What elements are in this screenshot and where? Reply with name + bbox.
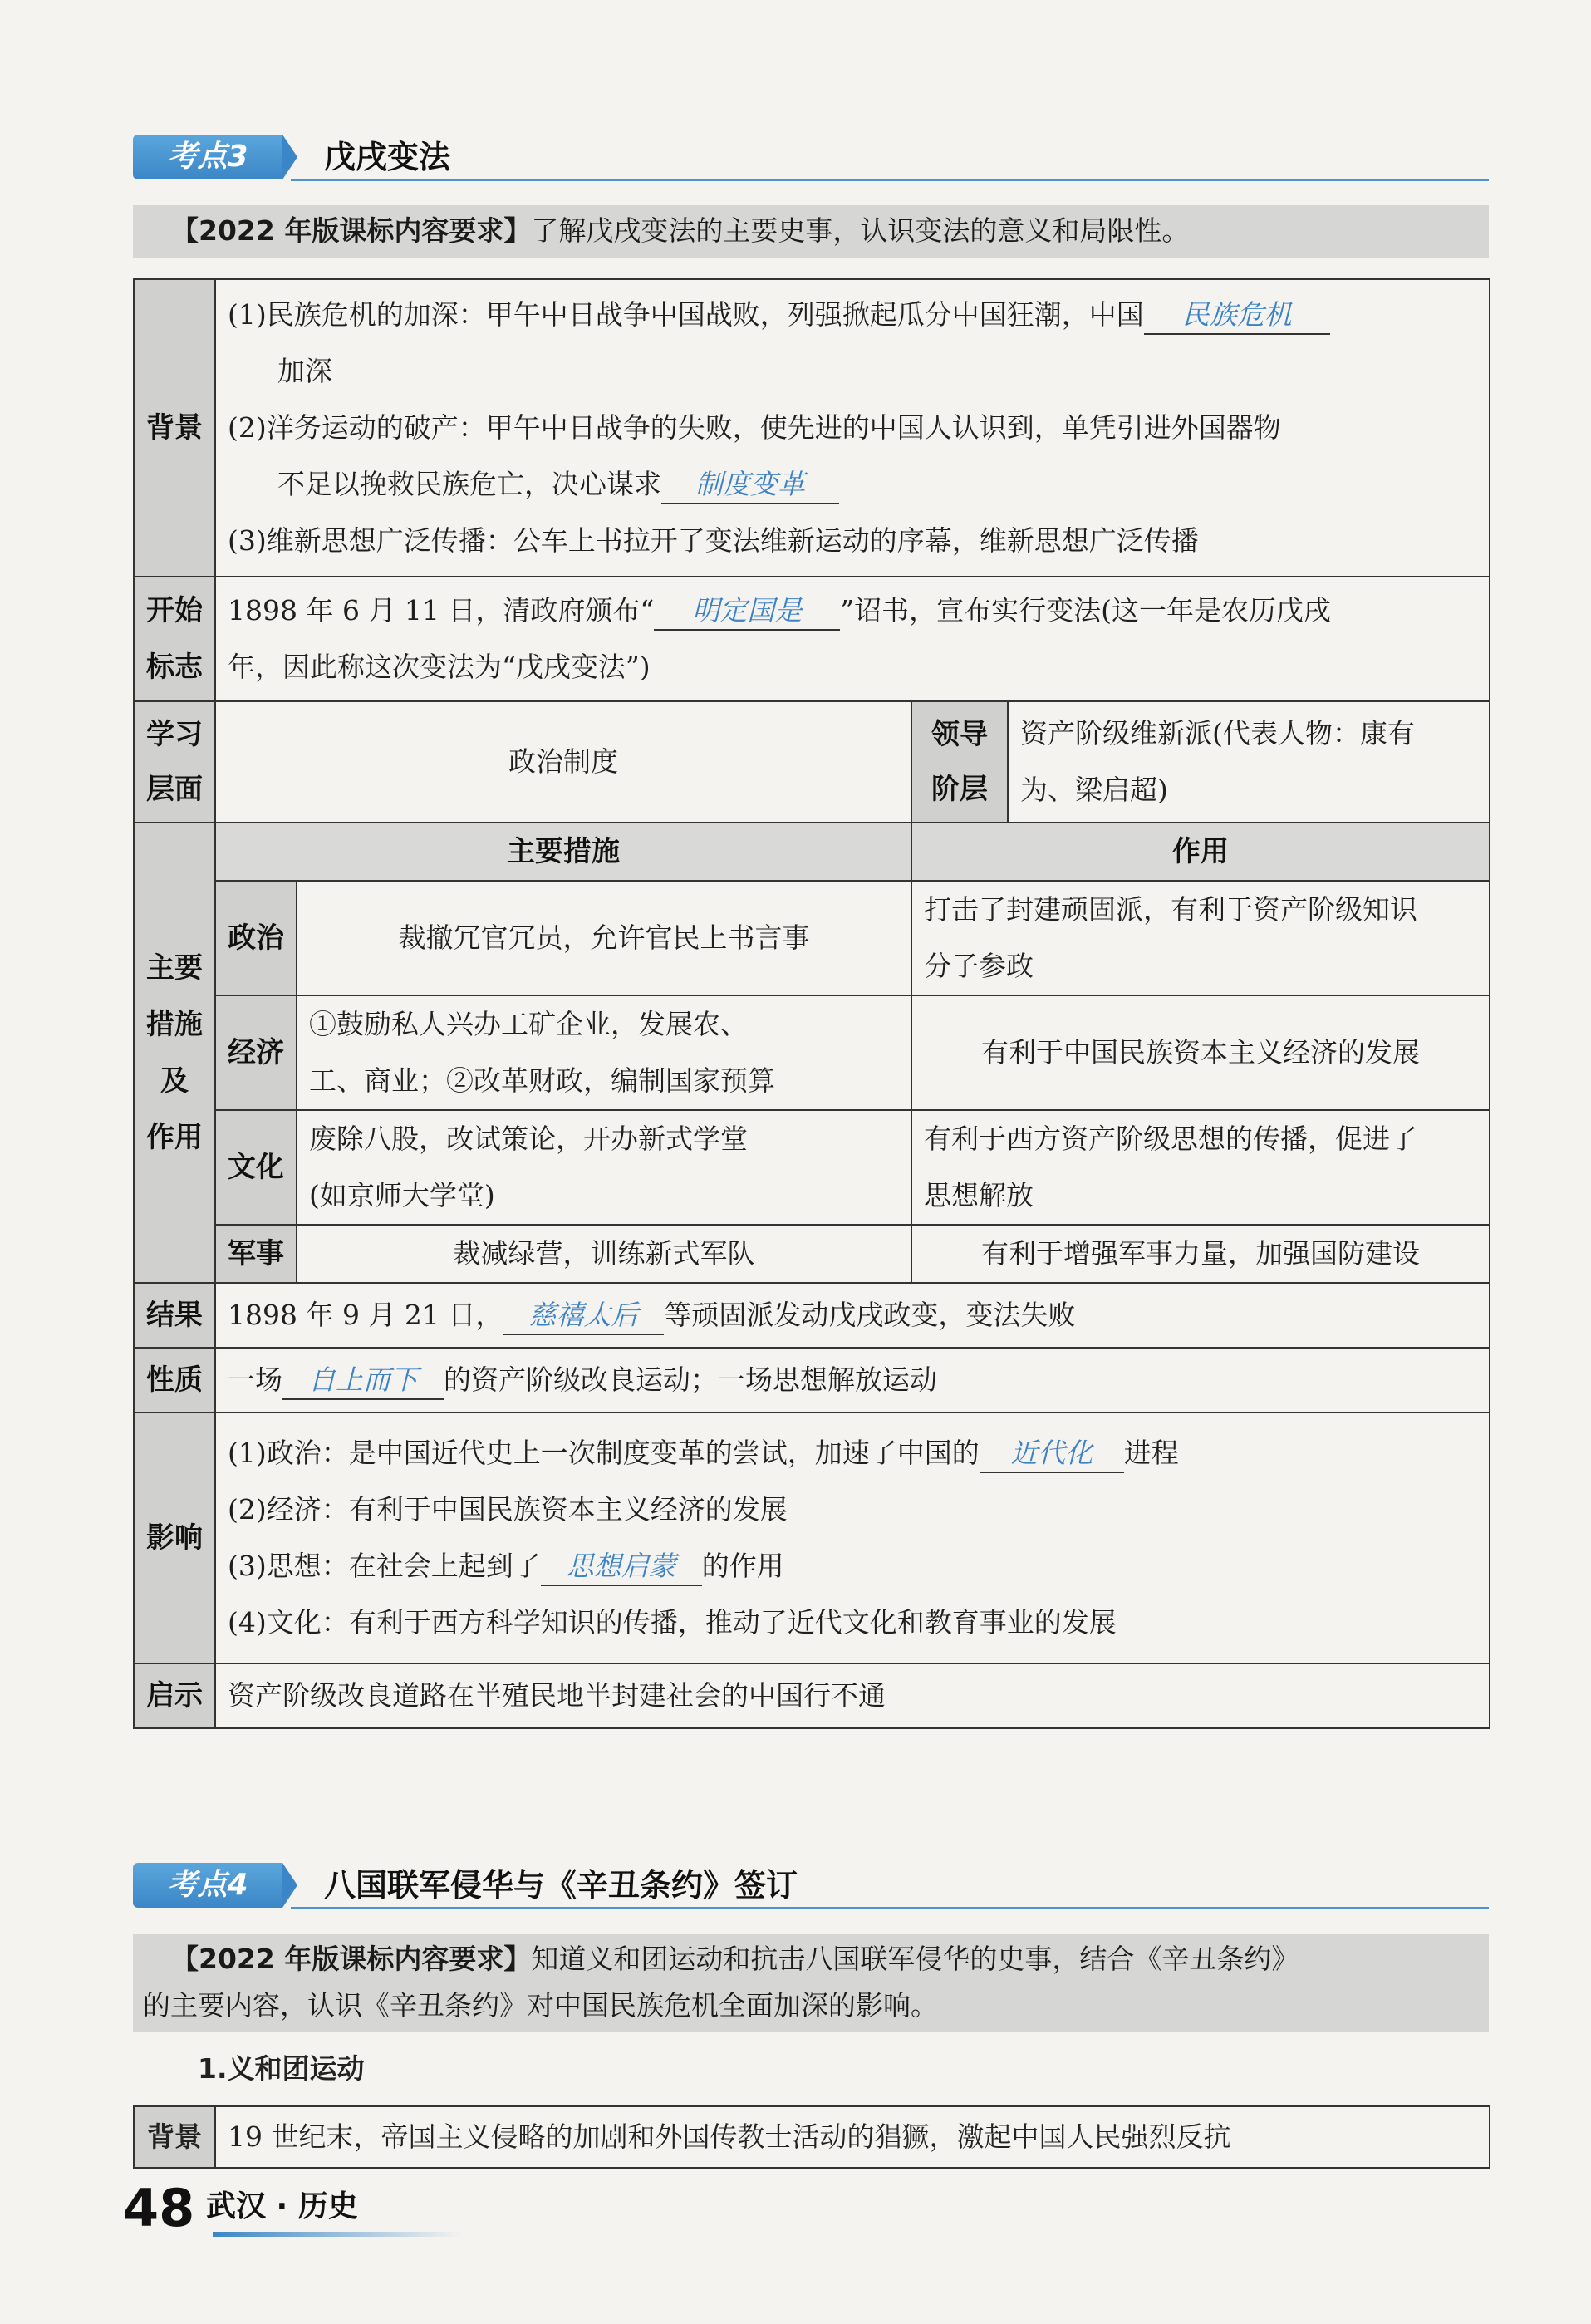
section-3-header xyxy=(133,131,1489,183)
label-lesson: 启示 xyxy=(134,1663,215,1728)
measure-culture-a: 废除八股，改试策论，开办新式学堂 xyxy=(309,1123,748,1155)
measure-culture-b: (如京师大学堂) xyxy=(309,1179,495,1211)
section-3-requirement xyxy=(133,205,1489,258)
effect-politics-b: 分子参政 xyxy=(924,950,1034,982)
leadership-value xyxy=(1008,701,1490,823)
result-content xyxy=(215,1283,1490,1348)
subsection-boxer-movement: 1.义和团运动 xyxy=(198,2052,365,2085)
label-start-2: 标志 xyxy=(146,651,203,684)
start-text-b: ”诏书，宣布实行变法(这一年是农历戊戌 xyxy=(840,594,1332,626)
row-impact xyxy=(134,1413,1490,1663)
label-lead-2: 阶层 xyxy=(931,773,988,806)
section-4-badge: 考点4 xyxy=(133,1863,282,1908)
effect-military: 有利于增强军事力量，加强国防建设 xyxy=(911,1225,1490,1283)
area-culture: 文化 xyxy=(215,1110,297,1225)
area-economy: 经济 xyxy=(215,995,297,1110)
reform-table xyxy=(133,278,1489,1729)
background-item-2-cont: 不足以挽救民族危亡，决心谋求 xyxy=(277,468,661,500)
row-level xyxy=(134,701,1490,823)
label-background: 背景 xyxy=(134,279,215,577)
answer-national-crisis: 民族危机 xyxy=(1144,297,1330,335)
row-measures-header xyxy=(134,823,1490,881)
effect-culture xyxy=(911,1110,1490,1225)
section-4-requirement xyxy=(133,1934,1489,2032)
nature-content xyxy=(215,1348,1490,1413)
answer-system-reform: 制度变革 xyxy=(661,466,839,504)
row-nature xyxy=(134,1348,1490,1413)
row-start xyxy=(134,577,1490,701)
level-value: 政治制度 xyxy=(215,701,911,823)
measure-economy-a: ①鼓励私人兴办工矿企业，发展农、 xyxy=(309,1008,748,1040)
effect-politics-a: 打击了封建顽固派，有利于资产阶级知识 xyxy=(924,893,1417,926)
section-4-header xyxy=(133,1860,1489,1911)
boxer-background-text: 19 世纪末，帝国主义侵略的加剧和外国传教士活动的猖獗，激起中国人民强烈反抗 xyxy=(215,2106,1490,2168)
label-measures-2: 措施 xyxy=(146,1008,203,1041)
impact-item-3: (3)思想：在社会上起到了 xyxy=(228,1550,541,1582)
impact-item-4: (4)文化：有利于西方科学知识的传播，推动了近代文化和教育事业的发展 xyxy=(228,1606,1117,1639)
label-level-1: 学习 xyxy=(146,718,203,751)
impact-content xyxy=(215,1413,1490,1663)
boxer-row-background xyxy=(134,2106,1490,2168)
col-effect: 作用 xyxy=(911,823,1490,881)
effect-culture-a: 有利于西方资产阶级思想的传播，促进了 xyxy=(924,1123,1417,1155)
effect-politics xyxy=(911,881,1490,995)
start-text-c: 年，因此称这次变法为“戊戌变法”) xyxy=(228,651,651,683)
label-measures-1: 主要 xyxy=(146,951,203,985)
label-nature: 性质 xyxy=(134,1348,215,1413)
answer-enlightenment: 思想启蒙 xyxy=(541,1548,702,1586)
label-level-2: 层面 xyxy=(146,773,203,806)
effect-economy: 有利于中国民族资本主义经济的发展 xyxy=(911,995,1490,1110)
footer-label: 武汉 · 历史 xyxy=(206,2189,358,2223)
effect-culture-b: 思想解放 xyxy=(924,1179,1034,1211)
footer-bar xyxy=(213,2232,462,2237)
col-main-measures: 主要措施 xyxy=(215,823,911,881)
row-background xyxy=(134,279,1490,577)
background-item-1-cont: 加深 xyxy=(277,355,332,387)
requirement-4-text-a: 知道义和团运动和抗击八国联军侵华的史事，结合《辛丑条约》 xyxy=(531,1943,1299,1975)
section-3-title: 戊戌变法 xyxy=(324,139,451,175)
measure-row-economy xyxy=(134,995,1490,1110)
measure-politics: 裁撤冗官冗员，允许官民上书言事 xyxy=(297,881,911,995)
answer-top-down: 自上而下 xyxy=(282,1362,444,1400)
requirement-text: 了解戊戌变法的主要史事，认识变法的意义和局限性。 xyxy=(531,214,1190,247)
section-4-rule xyxy=(291,1907,1489,1909)
requirement-label: 【2022 年版课标内容要求】 xyxy=(171,214,532,247)
label-level xyxy=(134,701,215,823)
page-number: 48 xyxy=(123,2178,195,2238)
impact-item-3-end: 的作用 xyxy=(701,1550,784,1582)
measure-economy xyxy=(297,995,911,1110)
measure-row-culture xyxy=(134,1110,1490,1225)
start-text-a: 1898 年 6 月 11 日，清政府颁布“ xyxy=(228,594,655,626)
leadership-a: 资产阶级维新派(代表人物：康有 xyxy=(1020,717,1415,749)
nature-text-b: 的资产阶级改良运动；一场思想解放运动 xyxy=(444,1363,937,1396)
measure-economy-b: 工、商业；②改革财政，编制国家预算 xyxy=(309,1064,775,1097)
result-text-a: 1898 年 9 月 21 日， xyxy=(228,1299,503,1331)
measure-row-politics xyxy=(134,881,1490,995)
boxer-table xyxy=(133,2105,1489,2169)
label-measures xyxy=(134,823,215,1283)
label-start-1: 开始 xyxy=(146,594,203,627)
label-result: 结果 xyxy=(134,1283,215,1348)
boxer-label-background: 背景 xyxy=(134,2106,215,2168)
answer-decree: 明定国是 xyxy=(654,592,840,631)
background-item-2: (2)洋务运动的破产：甲午中日战争的失败，使先进的中国人认识到，单凭引进外国器物 xyxy=(228,411,1281,444)
area-politics: 政治 xyxy=(215,881,297,995)
start-content xyxy=(215,577,1490,701)
measure-row-military xyxy=(134,1225,1490,1283)
label-measures-4: 作用 xyxy=(146,1121,203,1154)
impact-item-2: (2)经济：有利于中国民族资本主义经济的发展 xyxy=(228,1493,788,1526)
answer-modernization: 近代化 xyxy=(980,1435,1124,1473)
lesson-content: 资产阶级改良道路在半殖民地半封建社会的中国行不通 xyxy=(215,1663,1490,1728)
section-3-rule xyxy=(291,179,1489,181)
background-content xyxy=(215,279,1490,577)
impact-item-1-end: 进程 xyxy=(1123,1437,1179,1469)
area-military: 军事 xyxy=(215,1225,297,1283)
measure-culture xyxy=(297,1110,911,1225)
label-lead-1: 领导 xyxy=(931,718,988,751)
label-leadership xyxy=(911,701,1008,823)
requirement-4-label: 【2022 年版课标内容要求】 xyxy=(171,1943,532,1975)
label-impact: 影响 xyxy=(134,1413,215,1663)
label-measures-3: 及 xyxy=(160,1064,189,1098)
leadership-b: 为、梁启超) xyxy=(1020,774,1168,806)
background-item-3: (3)维新思想广泛传播：公车上书拉开了变法维新运动的序幕，维新思想广泛传播 xyxy=(228,524,1199,557)
background-item-1: (1)民族危机的加深：甲午中日战争中国战败，列强掀起瓜分中国狂潮，中国 xyxy=(228,298,1144,331)
label-start xyxy=(134,577,215,701)
impact-item-1: (1)政治：是中国近代史上一次制度变革的尝试，加速了中国的 xyxy=(228,1437,980,1469)
measure-military: 裁减绿营，训练新式军队 xyxy=(297,1225,911,1283)
section-4-title: 八国联军侵华与《辛丑条约》签订 xyxy=(324,1867,798,1904)
answer-cixi: 慈禧太后 xyxy=(503,1297,664,1335)
section-3-badge: 考点3 xyxy=(133,135,282,179)
row-lesson xyxy=(134,1663,1490,1728)
row-result xyxy=(134,1283,1490,1348)
requirement-4-text-b: 的主要内容，认识《辛丑条约》对中国民族危机全面加深的影响。 xyxy=(143,1989,938,2022)
result-text-b: 等顽固派发动戊戌政变，变法失败 xyxy=(664,1299,1076,1331)
nature-text-a: 一场 xyxy=(228,1363,282,1396)
